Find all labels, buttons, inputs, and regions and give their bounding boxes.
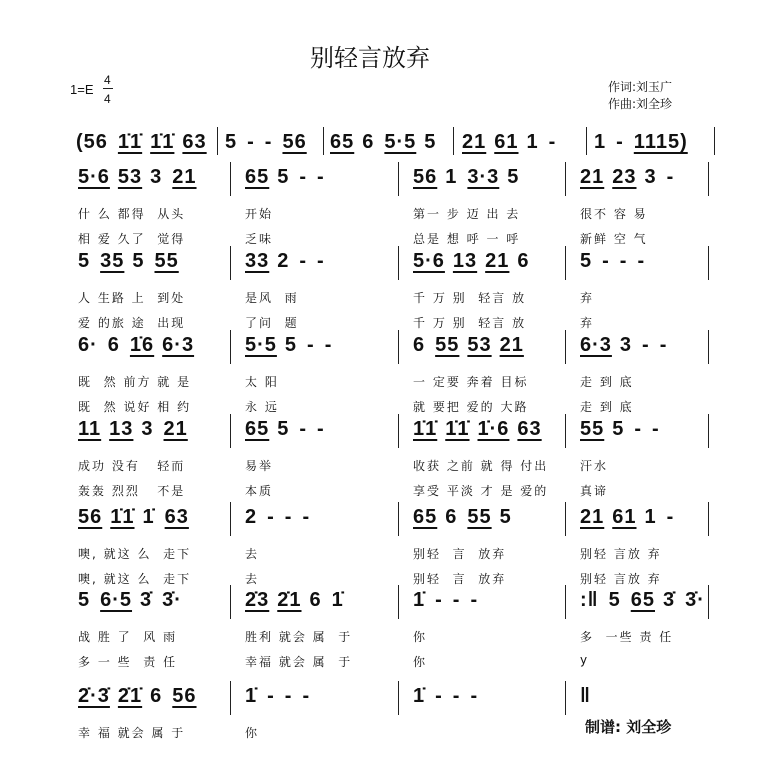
lyric-line-2: 弃 — [580, 316, 595, 330]
measure-notes: 6 55 53 21 — [413, 334, 524, 356]
lyric-line-1: 人 生路 上 到处 — [78, 291, 186, 305]
bar-line — [230, 502, 231, 536]
lyric-line-2: 既 然 说好 相 约 — [78, 400, 192, 414]
measure-notes: 5·6 53 3 21 — [78, 166, 197, 188]
bar-line — [565, 585, 566, 619]
lyric-line-1: 一 定要 奔着 目标 — [413, 375, 529, 389]
bar-line — [398, 585, 399, 619]
lyric-line-2: 轰轰 烈烈 不是 — [78, 484, 186, 498]
lyric-line-1: 太 阳 — [245, 375, 279, 389]
measure-notes: 2̇3 2̇1 6 1̇ — [245, 589, 344, 611]
bar-line — [230, 162, 231, 196]
measure-notes: 1̇1̇ 1̇1̇ 1̇·6 63 — [413, 418, 542, 440]
bar-line — [586, 127, 587, 155]
lyric-line-2: 真谛 — [580, 484, 609, 498]
lyric-line-1: 别轻 言 放弃 — [413, 547, 507, 561]
lyric-line-1: 多 一些 责 任 — [580, 630, 674, 644]
lyric-line-2: 新鲜 空 气 — [580, 232, 648, 246]
lyric-line-1: 弃 — [580, 291, 595, 305]
lyric-line-2: 噢, 就这 么 走下 — [78, 572, 192, 586]
bar-line — [565, 414, 566, 448]
lyric-line-2: 去 — [245, 572, 260, 586]
bar-line — [398, 414, 399, 448]
measure-notes: 21 23 3 - — [580, 166, 675, 188]
measure-notes: 21 61 1 - — [580, 506, 675, 528]
lyric-line-2: 别轻 言放 弃 — [580, 572, 662, 586]
measure-notes: 2 - - - — [245, 506, 311, 528]
measure-notes: 33 2 - - — [245, 250, 325, 272]
lyric-line-2: 千 万 别 轻言 放 — [413, 316, 527, 330]
bar-line — [398, 681, 399, 715]
transcriber-credit: 制谱: 刘全珍 — [585, 718, 672, 736]
bar-line — [398, 502, 399, 536]
measure-notes: (56 1̇1̇ 1̇1̇ 63 — [76, 131, 207, 153]
measure-notes: 2̇·3̇ 2̇1̇ 6 56 — [78, 685, 197, 707]
lyric-line-2: 你 — [413, 655, 428, 669]
lyric-line-1: 别轻 言放 弃 — [580, 547, 662, 561]
lyric-line-2: y — [580, 653, 590, 667]
composer: 作曲:刘全珍 — [608, 97, 673, 111]
lyric-line-2: 永 远 — [245, 400, 279, 414]
lyric-line-2: 就 要把 爱的 大路 — [413, 400, 529, 414]
lyric-line-1: 走 到 底 — [580, 375, 634, 389]
bar-line — [230, 585, 231, 619]
measure-notes: 65 5 - - — [245, 166, 325, 188]
lyric-line-2: 走 到 底 — [580, 400, 634, 414]
lyric-line-1: 你 — [245, 726, 260, 740]
song-title: 别轻言放弃 — [310, 44, 430, 72]
lyric-line-1: 你 — [413, 630, 428, 644]
bar-line — [708, 414, 709, 448]
lyric-line-1: 是风 雨 — [245, 291, 299, 305]
measure-notes: 56 1 3·3 5 — [413, 166, 520, 188]
bar-line — [230, 414, 231, 448]
measure-notes: 11 13 3 21 — [78, 418, 188, 440]
lyric-line-1: 汗水 — [580, 459, 609, 473]
bar-line — [708, 162, 709, 196]
measure-notes: 65 5 - - — [245, 418, 325, 440]
lyric-line-1: 战 胜 了 风 雨 — [78, 630, 178, 644]
bar-line — [708, 585, 709, 619]
lyric-line-1: 开始 — [245, 207, 274, 221]
measure-notes: 1̇ - - - — [413, 589, 479, 611]
lyric-line-1: 易举 — [245, 459, 274, 473]
lyric-line-1: 幸 福 就会 属 于 — [78, 726, 186, 740]
lyric-line-2: 乏味 — [245, 232, 274, 246]
lyric-line-1: 什 么 都得 从头 — [78, 207, 186, 221]
measure-notes: 6· 6 1̇6 6·3 — [78, 334, 195, 356]
measure-notes: 55 5 - - — [580, 418, 660, 440]
bar-line — [230, 330, 231, 364]
measure-notes: 5·6 13 21 6 — [413, 250, 530, 272]
lyric-line-1: 胜利 就会 属 于 — [245, 630, 353, 644]
bar-line — [708, 330, 709, 364]
bar-line — [230, 246, 231, 280]
measure-notes: ‖ — [580, 685, 591, 707]
lyric-line-2: 总是 想 呼 一 呼 — [413, 232, 521, 246]
bar-line — [398, 246, 399, 280]
measure-notes: 5 6·5 3̇ 3̇· — [78, 589, 182, 611]
measure-notes: 1̇ - - - — [413, 685, 479, 707]
lyric-line-1: 很不 容 易 — [580, 207, 648, 221]
bar-line — [708, 246, 709, 280]
measure-notes: 65 6 5·5 5 — [330, 131, 437, 153]
lyric-line-1: 第一 步 迈 出 去 — [413, 207, 521, 221]
measure-notes: 65 6 55 5 — [413, 506, 512, 528]
time-signature-top: 4 — [104, 73, 111, 87]
lyric-line-2: 享受 平淡 才 是 爱的 — [413, 484, 549, 498]
lyric-line-2: 相 爱 久了 觉得 — [78, 232, 186, 246]
measure-notes: 5 - - 56 — [225, 131, 307, 153]
bar-line — [453, 127, 454, 155]
lyric-line-1: 去 — [245, 547, 260, 561]
lyric-line-2: 爱 的旅 途 出现 — [78, 316, 186, 330]
lyric-line-1: 收获 之前 就 得 付出 — [413, 459, 549, 473]
bar-line — [230, 681, 231, 715]
lyric-line-2: 了问 题 — [245, 316, 299, 330]
bar-line — [565, 681, 566, 715]
measure-notes: 1 - 1115) — [594, 131, 688, 153]
measure-notes: 5 35 5 55 — [78, 250, 179, 272]
bar-line — [217, 127, 218, 155]
lyric-line-2: 幸福 就会 属 于 — [245, 655, 353, 669]
bar-line — [323, 127, 324, 155]
lyric-line-1: 成功 没有 轻而 — [78, 459, 186, 473]
bar-line — [398, 330, 399, 364]
bar-line — [565, 502, 566, 536]
measure-notes: :‖ 5 65 3̇ 3̇· — [580, 589, 705, 611]
lyric-line-1: 噢, 就这 么 走下 — [78, 547, 192, 561]
lyricist: 作词:刘玉广 — [608, 80, 673, 94]
key-signature: 1=E — [70, 82, 94, 97]
bar-line — [708, 502, 709, 536]
lyric-line-2: 多 一 些 责 任 — [78, 655, 178, 669]
lyric-line-2: 本质 — [245, 484, 274, 498]
measure-notes: 21 61 1 - — [462, 131, 557, 153]
bar-line — [565, 246, 566, 280]
bar-line — [565, 162, 566, 196]
bar-line — [714, 127, 715, 155]
measure-notes: 5·5 5 - - — [245, 334, 333, 356]
lyric-line-2: 别轻 言 放弃 — [413, 572, 507, 586]
measure-notes: 56 1̇1̇ 1̇ 63 — [78, 506, 189, 528]
measure-notes: 5 - - - — [580, 250, 646, 272]
lyric-line-1: 千 万 别 轻言 放 — [413, 291, 527, 305]
measure-notes: 6·3 3 - - — [580, 334, 668, 356]
lyric-line-1: 既 然 前方 就 是 — [78, 375, 192, 389]
time-signature-bottom: 4 — [104, 92, 111, 106]
bar-line — [565, 330, 566, 364]
measure-notes: 1̇ - - - — [245, 685, 311, 707]
bar-line — [398, 162, 399, 196]
